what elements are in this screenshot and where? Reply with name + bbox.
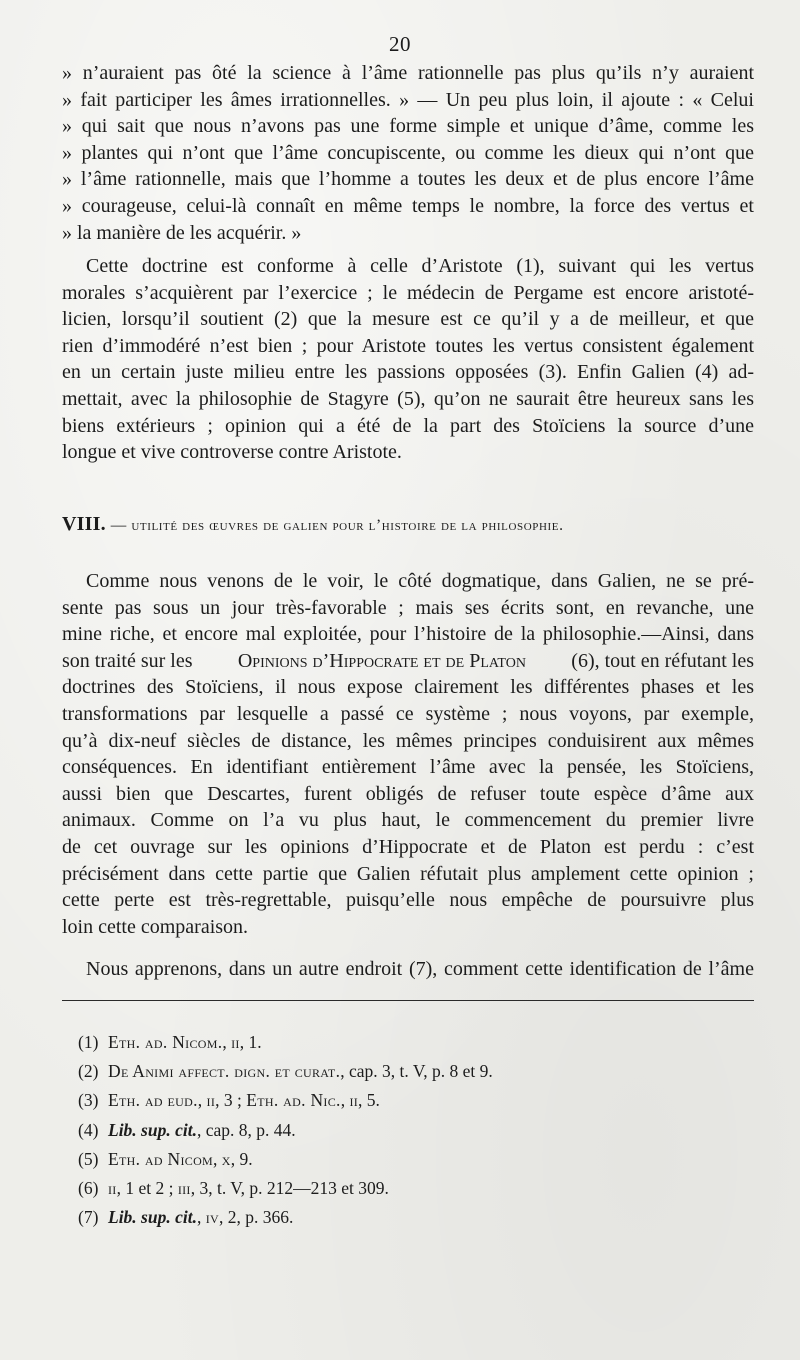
footnote-text: , 3, t. V, p. 212—213 et 309. xyxy=(190,1178,389,1199)
work-title: Opinions d’Hippocrate et de Platon xyxy=(237,649,526,672)
text-line: qu’à dix-neuf siècles de distance, les mêmes principes conduisirent aux mêmes xyxy=(62,729,754,752)
footnote-mark: (3) xyxy=(78,1090,99,1111)
footnote-citation-title: Eth. ad. Nic. xyxy=(246,1090,341,1111)
text-line: » qui sait que nous n’avons pas une forme simple et unique d’âme, comme les xyxy=(62,115,754,138)
footnote-citation-title: ii xyxy=(231,1032,240,1052)
footnote-mark: (1) xyxy=(78,1032,99,1052)
footnote-text: , xyxy=(197,1090,207,1111)
text-line: sente pas sous un jour très-favorable ; mais ses écrits sont, en revanche, une xyxy=(62,596,754,619)
footnote-citation-title: iii xyxy=(177,1178,191,1199)
footnote-item xyxy=(78,1203,738,1232)
footnote-text: , 3 ; xyxy=(215,1090,247,1111)
footnote-text: , cap. 3, t. V, p. 8 et 9. xyxy=(340,1061,493,1082)
text-line: de cet ouvrage sur les opinions d’Hippocrate et de Platon est perdu : c’est xyxy=(62,835,754,858)
text-line: en un certain juste milieu entre les passions opposées (3). Enfin Galien (4) ad- xyxy=(62,361,754,384)
text-segment: (6), tout en réfutant les xyxy=(566,649,754,672)
text-line: » n’auraient pas ôté la science à l’âme rationnelle pas plus qu’ils n’y auraient xyxy=(62,62,754,84)
footnote-mark: (7) xyxy=(78,1207,99,1228)
text-line: biens extérieurs ; opinion qui a été de la part des Stoïciens la source d’une xyxy=(62,414,754,437)
footnote-mark: (2) xyxy=(78,1061,99,1082)
text-line: licien, lorsqu’il soutient (2) que la mesure est ce qu’il y a de meilleur, et que xyxy=(62,308,754,331)
text-line: rien d’immodéré n’est bien ; pour Aristote toutes les vertus consistent également xyxy=(62,334,754,357)
footnote-citation-title: ii xyxy=(349,1090,359,1111)
footnote-mark: (5) xyxy=(78,1148,99,1169)
footnote-citation-title: x xyxy=(221,1148,231,1169)
text-line: Cette doctrine est conforme à celle d’Aristote (1), suivant qui les vertus xyxy=(86,255,754,277)
footnote-text: , 1. xyxy=(239,1032,262,1052)
text-line: » courageuse, celui-là connaît en même temps le nombre, la force des vertus et xyxy=(62,194,754,217)
text-line: Comme nous venons de le voir, le côté dogmatique, dans Galien, ne se pré- xyxy=(86,570,754,592)
text-line: animaux. Comme on l’a vu plus haut, le commencement du premier livre xyxy=(62,809,754,832)
text-line: morales s’acquièrent par l’exercice ; le médecin de Pergame est encore aristoté- xyxy=(62,281,754,304)
footnote-citation-title: Eth. ad eud. xyxy=(108,1090,198,1111)
text-line: Nous apprenons, dans un autre endroit (7), comment cette identification de l’âme xyxy=(86,958,754,980)
text-line: cette perte est très-regrettable, puisqu’elle nous empêche de poursuivre plus xyxy=(62,889,754,912)
text-line xyxy=(62,648,754,675)
section-heading xyxy=(62,513,754,536)
footnote-citation-title: ii xyxy=(206,1090,216,1111)
text-line: » fait participer les âmes irrationnelles. » — Un peu plus loin, il ajoute : « Celui xyxy=(62,88,754,111)
text-line: loin cette comparaison. xyxy=(62,915,249,938)
footnote-item xyxy=(78,1086,738,1115)
footnote-text: , cap. 8, p. 44. xyxy=(196,1119,296,1140)
footnote-citation-title: iv xyxy=(205,1207,219,1228)
text-segment: son traité sur les xyxy=(62,649,198,672)
section-title: — utilité des œuvres de galien pour l’histoire de la philosophie. xyxy=(110,517,564,534)
text-line: » plantes qui n’ont que l’âme concupiscente, ou comme les dieux qui n’ont que xyxy=(62,141,754,164)
footnote-citation-italic: Lib. sup. cit. xyxy=(108,1119,197,1140)
quotation-block xyxy=(62,60,754,246)
footnote-citation-title: Eth. ad Nicom xyxy=(108,1148,214,1169)
footnote-mark: (4) xyxy=(78,1119,99,1140)
footnote-text: , 9. xyxy=(230,1148,253,1169)
footnote-citation-title: De Animi affect. dign. et curat. xyxy=(108,1061,341,1082)
footnote-text: , 5. xyxy=(358,1090,380,1111)
footnote-mark: (6) xyxy=(78,1178,99,1199)
footnote-text: , 2, p. 366. xyxy=(218,1207,294,1228)
footnote-separator xyxy=(62,1000,754,1001)
text-line: mettait, avec la philosophie de Stagyre (5), qu’on ne saurait être heureux sans les xyxy=(62,387,754,410)
paragraph-identification xyxy=(62,956,754,983)
text-line: longue et vive controverse contre Aristote. xyxy=(62,441,402,464)
footnote-text: , xyxy=(213,1148,222,1169)
footnote-item xyxy=(78,1057,738,1086)
footnote-item xyxy=(78,1028,738,1057)
footnote-text: , 1 et 2 ; xyxy=(116,1178,178,1199)
footnote-item xyxy=(78,1116,738,1145)
paragraph-galien-works xyxy=(62,568,754,940)
text-line: » l’âme rationnelle, mais que l’homme a toutes les deux et de plus encore l’âme xyxy=(62,168,754,191)
footnote-text: , xyxy=(196,1207,206,1228)
text-line: doctrines des Stoïciens, il nous expose clairement les différentes phases et les xyxy=(62,676,754,699)
text-line: mine riche, et encore mal exploitée, pour l’histoire de la philosophie.—Ainsi, dans xyxy=(62,623,754,646)
footnote-citation-italic: Lib. sup. cit. xyxy=(108,1207,197,1228)
footnote-citation-title: Eth. ad. Nicom. xyxy=(108,1032,223,1052)
text-line: » la manière de les acquérir. » xyxy=(62,221,302,244)
footnote-item xyxy=(78,1145,738,1174)
paragraph-aristotle-doctrine xyxy=(62,253,754,466)
section-number: VIII. xyxy=(62,513,106,535)
text-line: précisément dans cette partie que Galien réfutait plus amplement cette opinion ; xyxy=(62,862,754,885)
footnote-text: , xyxy=(340,1090,350,1111)
footnote-text: , xyxy=(222,1032,232,1052)
text-line: conséquences. En identifiant entièrement l’âme avec la pensée, les Stoïciens, xyxy=(62,756,754,779)
footnote-citation-title: ii xyxy=(108,1178,117,1199)
text-line: transformations par lesquelle a passé ce système ; nous voyons, par exemple, xyxy=(62,702,754,725)
footnotes-list xyxy=(78,1028,738,1232)
text-line: aussi bien que Descartes, furent obligés de refuser toute espèce d’âme aux xyxy=(62,782,754,805)
footnote-item xyxy=(78,1174,738,1203)
page-number: 20 xyxy=(389,32,411,56)
